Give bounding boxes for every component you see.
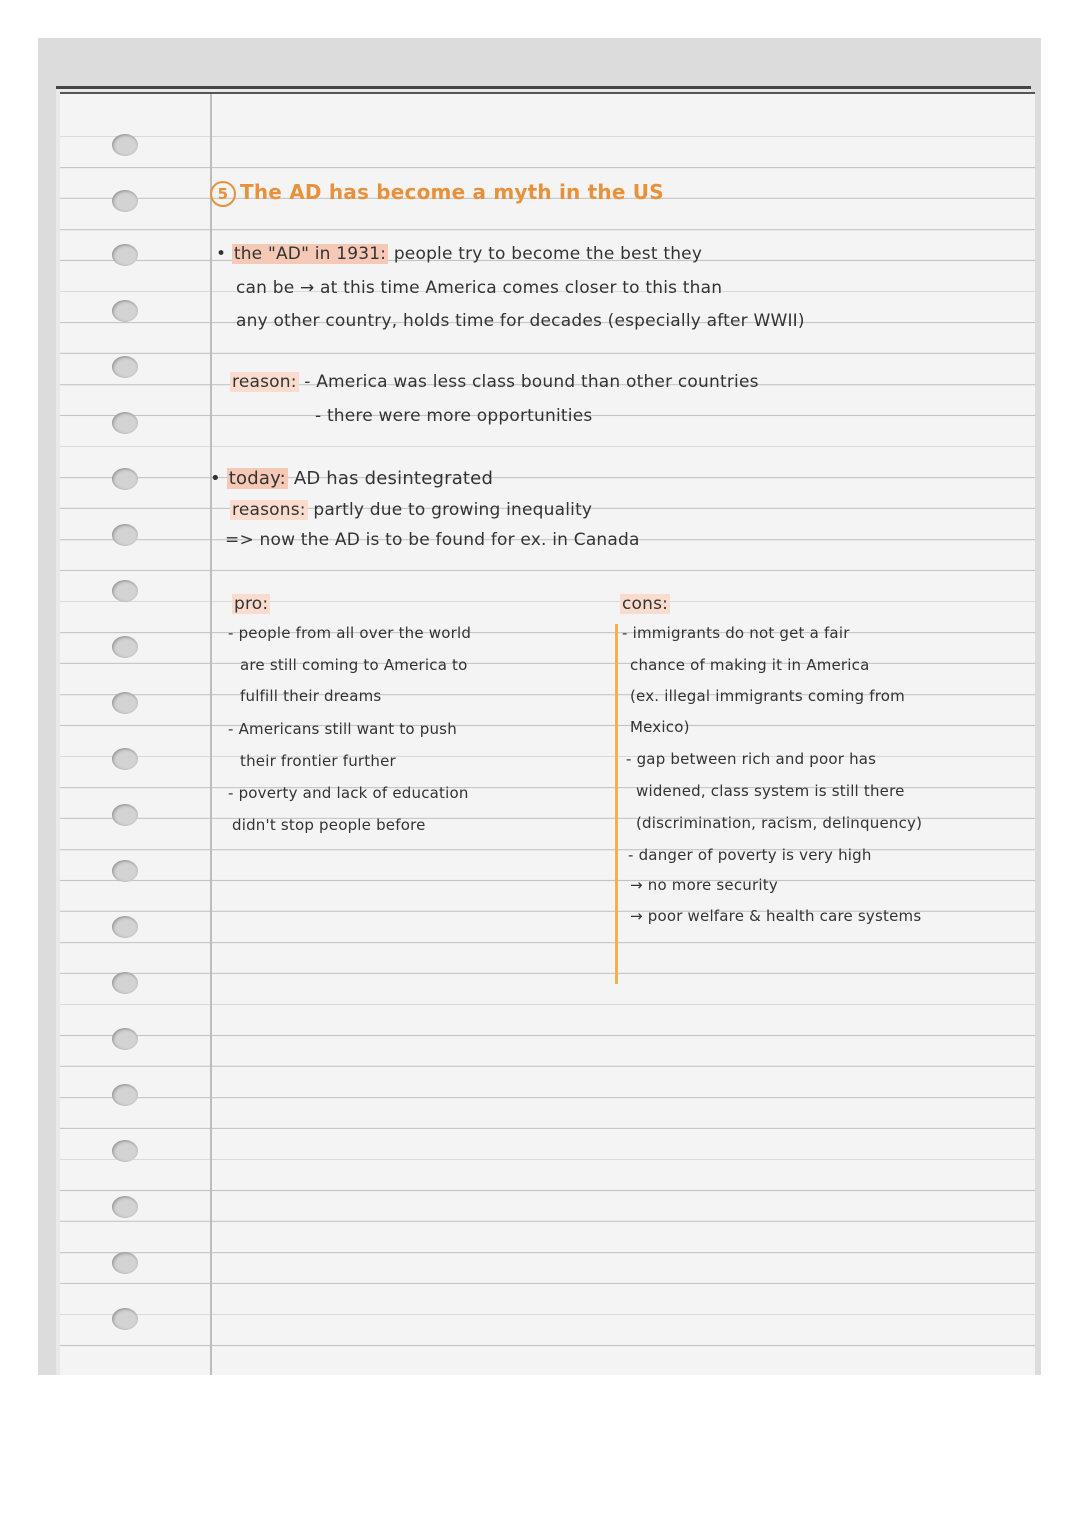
today-line: [210, 468, 493, 489]
column-divider: [615, 624, 618, 984]
cons-line: (ex. illegal immigrants coming from: [630, 687, 905, 705]
pro-line: fulfill their dreams: [240, 687, 382, 705]
today-reasons-line: [230, 500, 592, 520]
pro-line: - poverty and lack of education: [228, 784, 469, 802]
notebook-page: [60, 92, 1035, 1375]
punch-hole: [112, 1028, 138, 1050]
punch-hole: [112, 468, 138, 490]
cons-line: - danger of poverty is very high: [628, 846, 872, 864]
punch-hole: [112, 300, 138, 322]
punch-hole: [112, 412, 138, 434]
pro-label-text: pro:: [234, 594, 269, 614]
punch-hole: [112, 356, 138, 378]
today-conclusion: => now the AD is to be found for ex. in Canada: [225, 530, 640, 550]
punch-hole: [112, 972, 138, 994]
cons-line: → no more security: [630, 876, 778, 894]
pro-line: their frontier further: [240, 752, 396, 770]
today-reasons-label: reasons:: [232, 500, 306, 520]
pro-line: didn't stop people before: [232, 816, 426, 834]
punch-hole: [112, 244, 138, 266]
cons-line: chance of making it in America: [630, 656, 870, 674]
cons-line: (discrimination, racism, delinquency): [636, 814, 923, 832]
section-1931-text1: people try to become the best they: [393, 244, 703, 264]
punch-hole: [112, 1196, 138, 1218]
punch-hole: [112, 134, 138, 156]
today-label: today:: [228, 468, 286, 489]
punch-hole: [112, 1308, 138, 1330]
pro-label: [232, 594, 270, 614]
reason-item: - there were more opportunities: [315, 406, 593, 426]
heading: [210, 180, 664, 207]
punch-hole: [112, 916, 138, 938]
cons-line: widened, class system is still there: [636, 782, 905, 800]
punch-hole: [112, 860, 138, 882]
reason-item: - America was less class bound than other countries: [304, 372, 759, 392]
punch-hole: [112, 580, 138, 602]
section-1931-label: the "AD" in 1931:: [233, 244, 387, 264]
heading-title: The AD has become a myth in the US: [240, 180, 664, 204]
punch-hole: [112, 190, 138, 212]
section-1931-line3: any other country, holds time for decades (especially after WWII): [236, 311, 805, 331]
punch-hole: [112, 1140, 138, 1162]
section-1931-line1: [216, 244, 702, 264]
heading-number: 5: [210, 181, 236, 207]
notebook-photo: [38, 38, 1041, 1375]
punch-hole: [112, 1084, 138, 1106]
cons-line: Mexico): [630, 718, 690, 736]
section-1931-line2: can be → at this time America comes closer to this than: [236, 278, 723, 298]
bullet: •: [210, 468, 221, 489]
reason-label: reason:: [232, 372, 297, 392]
cons-line: - immigrants do not get a fair: [622, 624, 850, 642]
pro-line: - Americans still want to push: [228, 720, 457, 738]
reason-line1: [230, 372, 759, 392]
pro-line: - people from all over the world: [228, 624, 472, 642]
bullet: •: [216, 244, 227, 264]
today-text: AD has desintegrated: [293, 468, 494, 489]
cons-label: [620, 594, 670, 614]
punch-hole: [112, 524, 138, 546]
punch-hole: [112, 1252, 138, 1274]
punch-hole: [112, 748, 138, 770]
margin-line: [210, 94, 212, 1375]
pro-line: are still coming to America to: [240, 656, 468, 674]
cons-label-text: cons:: [622, 594, 669, 614]
cons-line: → poor welfare & health care systems: [630, 907, 922, 925]
today-reasons-text: partly due to growing inequality: [313, 500, 593, 520]
punch-holes: [60, 94, 180, 1375]
punch-hole: [112, 804, 138, 826]
cons-line: - gap between rich and poor has: [626, 750, 877, 768]
punch-hole: [112, 636, 138, 658]
punch-hole: [112, 692, 138, 714]
